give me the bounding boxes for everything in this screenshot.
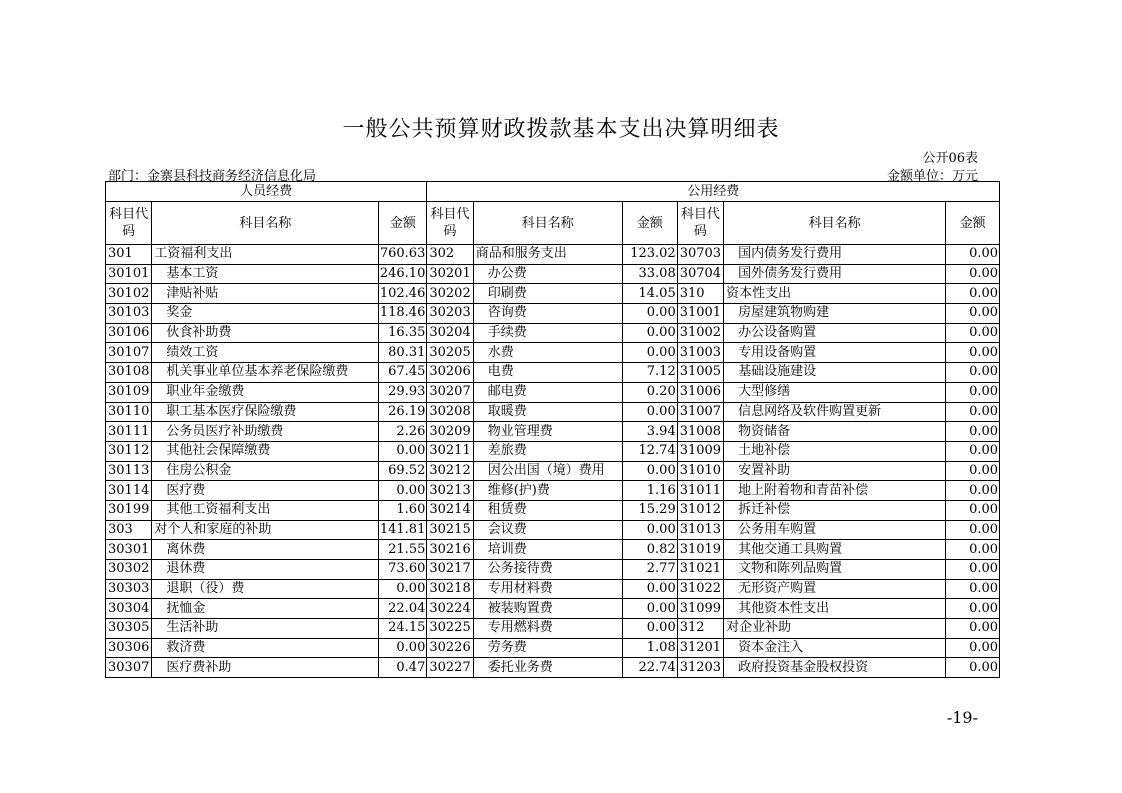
column-header-row <box>106 202 1000 245</box>
subject-code: 30207 <box>427 382 473 402</box>
subject-name: 专用材料费 <box>473 579 622 599</box>
table-row <box>106 560 1000 580</box>
subject-name: 职业年金缴费 <box>152 382 379 402</box>
subject-name: 基础设施建设 <box>724 363 946 383</box>
subject-code: 31006 <box>677 382 723 402</box>
subject-code: 30201 <box>427 264 473 284</box>
subject-name: 办公费 <box>473 264 622 284</box>
subject-code: 303 <box>106 520 152 540</box>
subject-name: 资本性支出 <box>724 284 946 304</box>
amount: 7.12 <box>622 363 677 383</box>
table-row <box>106 619 1000 639</box>
amount: 67.45 <box>379 363 427 383</box>
amount: 0.00 <box>946 264 1000 284</box>
subject-name: 离休费 <box>152 540 379 560</box>
table-row <box>106 323 1000 343</box>
subject-name: 信息网络及软件购置更新 <box>724 402 946 422</box>
header-code: 科目代码 <box>677 202 723 245</box>
amount: 0.00 <box>946 422 1000 442</box>
amount: 0.00 <box>946 363 1000 383</box>
amount: 0.00 <box>946 284 1000 304</box>
amount: 0.47 <box>379 658 427 678</box>
subject-name: 租赁费 <box>473 500 622 520</box>
header-code: 科目代码 <box>427 202 473 245</box>
subject-code: 30111 <box>106 422 152 442</box>
subject-code: 30209 <box>427 422 473 442</box>
subject-code: 31011 <box>677 481 723 501</box>
subject-name: 机关事业单位基本养老保险缴费 <box>152 363 379 383</box>
subject-code: 30208 <box>427 402 473 422</box>
subject-name: 工资福利支出 <box>152 245 379 265</box>
group-personnel: 人员经费 <box>106 182 427 202</box>
subject-code: 30206 <box>427 363 473 383</box>
subject-code: 30108 <box>106 363 152 383</box>
subject-code: 30225 <box>427 619 473 639</box>
subject-code: 30703 <box>677 245 723 265</box>
subject-name: 专用设备购置 <box>724 343 946 363</box>
subject-code: 30226 <box>427 638 473 658</box>
subject-code: 30203 <box>427 304 473 324</box>
amount: 2.77 <box>622 560 677 580</box>
amount: 29.93 <box>379 382 427 402</box>
subject-code: 31005 <box>677 363 723 383</box>
table-row <box>106 284 1000 304</box>
amount: 80.31 <box>379 343 427 363</box>
subject-name: 拆迁补偿 <box>724 500 946 520</box>
amount: 102.46 <box>379 284 427 304</box>
subject-code: 30107 <box>106 343 152 363</box>
subject-name: 国外债务发行费用 <box>724 264 946 284</box>
subject-code: 30101 <box>106 264 152 284</box>
table-row <box>106 304 1000 324</box>
amount: 0.20 <box>622 382 677 402</box>
subject-name: 救济费 <box>152 638 379 658</box>
subject-name: 劳务费 <box>473 638 622 658</box>
table-row <box>106 599 1000 619</box>
amount: 1.08 <box>622 638 677 658</box>
header-amount: 金额 <box>946 202 1000 245</box>
subject-name: 大型修缮 <box>724 382 946 402</box>
amount: 0.00 <box>946 245 1000 265</box>
subject-code: 302 <box>427 245 473 265</box>
amount: 21.55 <box>379 540 427 560</box>
subject-code: 30112 <box>106 441 152 461</box>
amount: 0.00 <box>622 402 677 422</box>
subject-code: 31012 <box>677 500 723 520</box>
amount: 1.16 <box>622 481 677 501</box>
subject-code: 31001 <box>677 304 723 324</box>
amount: 0.00 <box>946 304 1000 324</box>
amount: 0.00 <box>946 540 1000 560</box>
subject-name: 住房公积金 <box>152 461 379 481</box>
subject-code: 31201 <box>677 638 723 658</box>
amount: 33.08 <box>622 264 677 284</box>
amount: 0.00 <box>379 481 427 501</box>
subject-code: 310 <box>677 284 723 304</box>
subject-code: 31007 <box>677 402 723 422</box>
amount: 0.00 <box>946 402 1000 422</box>
subject-code: 30202 <box>427 284 473 304</box>
subject-code: 31003 <box>677 343 723 363</box>
subject-code: 30199 <box>106 500 152 520</box>
subject-name: 基本工资 <box>152 264 379 284</box>
subject-name: 资本金注入 <box>724 638 946 658</box>
subject-name: 对个人和家庭的补助 <box>152 520 379 540</box>
subject-name: 绩效工资 <box>152 343 379 363</box>
subject-name: 退职（役）费 <box>152 579 379 599</box>
subject-code: 30102 <box>106 284 152 304</box>
amount: 0.00 <box>946 520 1000 540</box>
amount: 0.00 <box>379 441 427 461</box>
subject-name: 奖金 <box>152 304 379 324</box>
subject-name: 物资储备 <box>724 422 946 442</box>
subject-name: 差旅费 <box>473 441 622 461</box>
subject-name: 电费 <box>473 363 622 383</box>
subject-code: 30303 <box>106 579 152 599</box>
amount: 0.00 <box>946 500 1000 520</box>
page-number: -19- <box>946 708 978 727</box>
subject-name: 因公出国（境）费用 <box>473 461 622 481</box>
amount: 14.05 <box>622 284 677 304</box>
subject-name: 生活补助 <box>152 619 379 639</box>
subject-code: 30216 <box>427 540 473 560</box>
subject-code: 31013 <box>677 520 723 540</box>
subject-code: 30211 <box>427 441 473 461</box>
amount: 1.60 <box>379 500 427 520</box>
table-row <box>106 520 1000 540</box>
subject-name: 政府投资基金股权投资 <box>724 658 946 678</box>
amount: 0.00 <box>622 461 677 481</box>
table-row <box>106 481 1000 501</box>
header-name: 科目名称 <box>152 202 379 245</box>
subject-code: 31010 <box>677 461 723 481</box>
table-row <box>106 343 1000 363</box>
subject-name: 公务员医疗补助缴费 <box>152 422 379 442</box>
page-title: 一般公共预算财政拨款基本支出决算明细表 <box>342 117 780 142</box>
amount: 0.00 <box>946 461 1000 481</box>
subject-name: 物业管理费 <box>473 422 622 442</box>
amount: 0.00 <box>622 304 677 324</box>
table-row <box>106 382 1000 402</box>
subject-code: 30218 <box>427 579 473 599</box>
subject-code: 30214 <box>427 500 473 520</box>
subject-code: 30109 <box>106 382 152 402</box>
subject-code: 30704 <box>677 264 723 284</box>
subject-code: 30302 <box>106 560 152 580</box>
subject-name: 房屋建筑物购建 <box>724 304 946 324</box>
subject-name: 培训费 <box>473 540 622 560</box>
subject-code: 30113 <box>106 461 152 481</box>
subject-name: 邮电费 <box>473 382 622 402</box>
subject-name: 咨询费 <box>473 304 622 324</box>
subject-code: 30301 <box>106 540 152 560</box>
amount: 0.00 <box>946 481 1000 501</box>
table-row <box>106 245 1000 265</box>
table-row <box>106 579 1000 599</box>
expenditure-table <box>105 181 1000 678</box>
amount: 0.82 <box>622 540 677 560</box>
amount: 0.00 <box>946 560 1000 580</box>
amount: 0.00 <box>946 382 1000 402</box>
table-row <box>106 402 1000 422</box>
subject-name: 地上附着物和青苗补偿 <box>724 481 946 501</box>
subject-name: 会议费 <box>473 520 622 540</box>
header-amount: 金额 <box>622 202 677 245</box>
subject-code: 31022 <box>677 579 723 599</box>
amount: 0.00 <box>946 323 1000 343</box>
amount: 118.46 <box>379 304 427 324</box>
subject-code: 31019 <box>677 540 723 560</box>
subject-code: 30114 <box>106 481 152 501</box>
subject-name: 被装购置费 <box>473 599 622 619</box>
table-row <box>106 441 1000 461</box>
subject-name: 专用燃料费 <box>473 619 622 639</box>
table-row <box>106 264 1000 284</box>
amount: 760.63 <box>379 245 427 265</box>
form-number: 公开06表 <box>922 151 978 166</box>
subject-name: 抚恤金 <box>152 599 379 619</box>
subject-name: 其他社会保障缴费 <box>152 441 379 461</box>
table-row <box>106 363 1000 383</box>
subject-code: 312 <box>677 619 723 639</box>
subject-code: 31203 <box>677 658 723 678</box>
amount: 0.00 <box>946 343 1000 363</box>
subject-name: 商品和服务支出 <box>473 245 622 265</box>
amount: 0.00 <box>946 599 1000 619</box>
amount: 16.35 <box>379 323 427 343</box>
subject-code: 30110 <box>106 402 152 422</box>
subject-code: 30205 <box>427 343 473 363</box>
subject-name: 手续费 <box>473 323 622 343</box>
amount: 26.19 <box>379 402 427 422</box>
header-name: 科目名称 <box>473 202 622 245</box>
subject-name: 国内债务发行费用 <box>724 245 946 265</box>
subject-name: 医疗费 <box>152 481 379 501</box>
amount: 246.10 <box>379 264 427 284</box>
amount: 22.04 <box>379 599 427 619</box>
subject-name: 其他资本性支出 <box>724 599 946 619</box>
amount: 0.00 <box>622 323 677 343</box>
subject-name: 土地补偿 <box>724 441 946 461</box>
table-row <box>106 500 1000 520</box>
subject-name: 取暖费 <box>473 402 622 422</box>
subject-name: 委托业务费 <box>473 658 622 678</box>
subject-name: 印刷费 <box>473 284 622 304</box>
table-row <box>106 422 1000 442</box>
subject-code: 31002 <box>677 323 723 343</box>
amount: 69.52 <box>379 461 427 481</box>
subject-name: 无形资产购置 <box>724 579 946 599</box>
amount: 24.15 <box>379 619 427 639</box>
amount: 0.00 <box>622 619 677 639</box>
subject-name: 水费 <box>473 343 622 363</box>
subject-name: 公务用车购置 <box>724 520 946 540</box>
amount: 15.29 <box>622 500 677 520</box>
header-amount: 金额 <box>379 202 427 245</box>
subject-code: 30307 <box>106 658 152 678</box>
table-row <box>106 540 1000 560</box>
amount: 0.00 <box>622 599 677 619</box>
subject-name: 退休费 <box>152 560 379 580</box>
amount: 0.00 <box>946 658 1000 678</box>
subject-name: 公务接待费 <box>473 560 622 580</box>
subject-name: 其他交通工具购置 <box>724 540 946 560</box>
amount: 73.60 <box>379 560 427 580</box>
subject-code: 31009 <box>677 441 723 461</box>
amount: 3.94 <box>622 422 677 442</box>
subject-code: 30103 <box>106 304 152 324</box>
amount-unit-label: 金额单位：万元 <box>886 169 978 184</box>
group-header-row <box>106 182 1000 202</box>
amount: 0.00 <box>622 579 677 599</box>
subject-code: 31008 <box>677 422 723 442</box>
amount: 0.00 <box>622 343 677 363</box>
header-name: 科目名称 <box>724 202 946 245</box>
subject-code: 30106 <box>106 323 152 343</box>
amount: 0.00 <box>946 441 1000 461</box>
subject-code: 30215 <box>427 520 473 540</box>
subject-code: 301 <box>106 245 152 265</box>
subject-code: 30213 <box>427 481 473 501</box>
header-code: 科目代码 <box>106 202 152 245</box>
subject-name: 职工基本医疗保险缴费 <box>152 402 379 422</box>
table-row <box>106 658 1000 678</box>
amount: 0.00 <box>379 579 427 599</box>
subject-name: 办公设备购置 <box>724 323 946 343</box>
subject-name: 津贴补贴 <box>152 284 379 304</box>
group-public: 公用经费 <box>427 182 1000 202</box>
subject-name: 伙食补助费 <box>152 323 379 343</box>
amount: 0.00 <box>379 638 427 658</box>
amount: 0.00 <box>622 520 677 540</box>
subject-code: 31099 <box>677 599 723 619</box>
subject-name: 维修(护)费 <box>473 481 622 501</box>
subject-code: 30212 <box>427 461 473 481</box>
subject-name: 安置补助 <box>724 461 946 481</box>
department-label: 部门：金寨县科技商务经济信息化局 <box>108 169 317 184</box>
amount: 0.00 <box>946 638 1000 658</box>
amount: 12.74 <box>622 441 677 461</box>
amount: 0.00 <box>946 619 1000 639</box>
amount: 2.26 <box>379 422 427 442</box>
subject-code: 30306 <box>106 638 152 658</box>
subject-name: 对企业补助 <box>724 619 946 639</box>
amount: 0.00 <box>946 579 1000 599</box>
subject-code: 30305 <box>106 619 152 639</box>
subject-name: 文物和陈列品购置 <box>724 560 946 580</box>
subject-code: 30227 <box>427 658 473 678</box>
table-row <box>106 461 1000 481</box>
subject-code: 30204 <box>427 323 473 343</box>
amount: 22.74 <box>622 658 677 678</box>
amount: 123.02 <box>622 245 677 265</box>
subject-code: 30224 <box>427 599 473 619</box>
subject-name: 医疗费补助 <box>152 658 379 678</box>
subject-name: 其他工资福利支出 <box>152 500 379 520</box>
table-row <box>106 638 1000 658</box>
subject-code: 30217 <box>427 560 473 580</box>
subject-code: 30304 <box>106 599 152 619</box>
subject-code: 31021 <box>677 560 723 580</box>
amount: 141.81 <box>379 520 427 540</box>
